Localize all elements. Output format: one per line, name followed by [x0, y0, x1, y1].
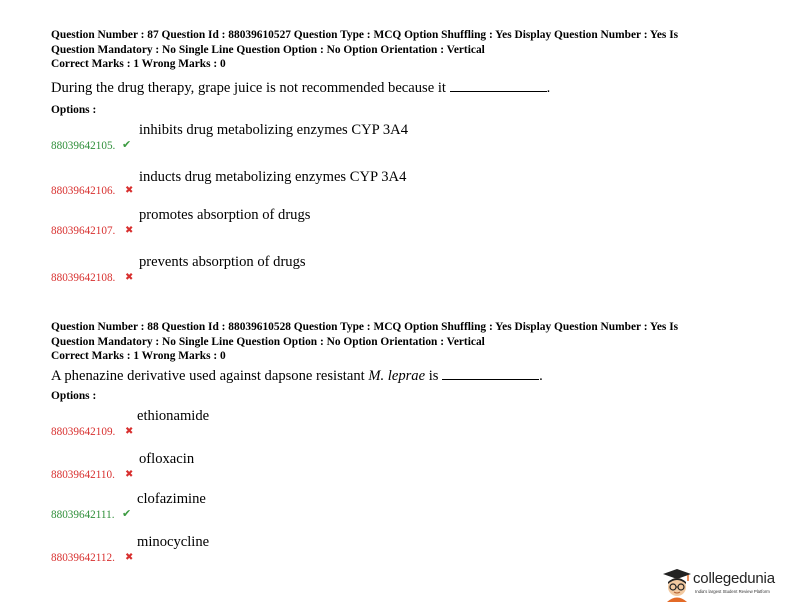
question-meta-line1: Question Number : 87 Question Id : 88039610527 Question Type : MCQ Option Shuffling : Yes Display Question Number : Yes Is — [51, 29, 679, 41]
option-88039642109 — [51, 408, 651, 438]
option-text: inhibits drug metabolizing enzymes CYP 3A4 — [139, 122, 409, 138]
option-text: minocycline — [137, 534, 210, 550]
answer-blank — [450, 79, 547, 92]
options-label: Options : — [51, 390, 97, 402]
graduate-mascot-icon — [661, 566, 693, 602]
cross-icon: ✖ — [125, 272, 134, 283]
collegedunia-logo[interactable] — [661, 566, 786, 604]
cross-icon: ✖ — [125, 469, 134, 480]
cross-icon: ✖ — [125, 552, 134, 563]
option-88039642112 — [51, 534, 651, 564]
check-icon: ✔ — [122, 138, 132, 151]
option-text: clofazimine — [137, 491, 206, 507]
option-text: ethionamide — [137, 408, 210, 424]
question-meta-line1: Question Number : 88 Question Id : 88039610528 Question Type : MCQ Option Shuffling : Yes Display Question Number : Yes Is — [51, 321, 679, 333]
options-label: Options : — [51, 104, 97, 116]
option-id: 88039642106. — [51, 185, 116, 197]
option-id: 88039642105. — [51, 140, 116, 152]
question-meta-line2: Question Mandatory : No Single Line Question Option : No Option Orientation : Vertical — [51, 43, 485, 56]
question-88-header — [51, 320, 751, 364]
question-87-text: During the drug therapy, grape juice is not recommended because it . — [51, 80, 551, 96]
option-id: 88039642112. — [51, 552, 115, 564]
logo-wordmark: collegedunia — [693, 570, 775, 587]
cross-icon: ✖ — [125, 225, 134, 236]
option-id: 88039642107. — [51, 225, 116, 237]
option-text: ofloxacin — [139, 451, 195, 467]
option-88039642106 — [51, 167, 651, 197]
logo-tagline: India's largest Student Review Platform — [695, 589, 770, 594]
cross-icon: ✖ — [125, 185, 134, 196]
option-text: prevents absorption of drugs — [139, 254, 306, 270]
question-meta-line2: Question Mandatory : No Single Line Question Option : No Option Orientation : Vertical — [51, 335, 485, 348]
question-88-text: A phenazine derivative used against dapsone resistant M. leprae is . — [51, 368, 543, 384]
question-87-header — [51, 28, 751, 72]
option-88039642108 — [51, 254, 651, 284]
option-88039642110 — [51, 451, 651, 481]
question-marks: Correct Marks : 1 Wrong Marks : 0 — [51, 58, 226, 70]
option-88039642107 — [51, 207, 651, 237]
option-id: 88039642110. — [51, 469, 115, 481]
answer-blank — [442, 367, 539, 380]
option-text: inducts drug metabolizing enzymes CYP 3A4 — [139, 169, 407, 185]
check-icon: ✔ — [122, 507, 132, 520]
option-id: 88039642108. — [51, 272, 116, 284]
cross-icon: ✖ — [125, 426, 134, 437]
option-id: 88039642111. — [51, 509, 115, 521]
option-id: 88039642109. — [51, 426, 116, 438]
option-88039642111 — [51, 491, 651, 521]
option-88039642105 — [51, 122, 651, 152]
question-marks: Correct Marks : 1 Wrong Marks : 0 — [51, 350, 226, 362]
option-text: promotes absorption of drugs — [139, 207, 311, 223]
